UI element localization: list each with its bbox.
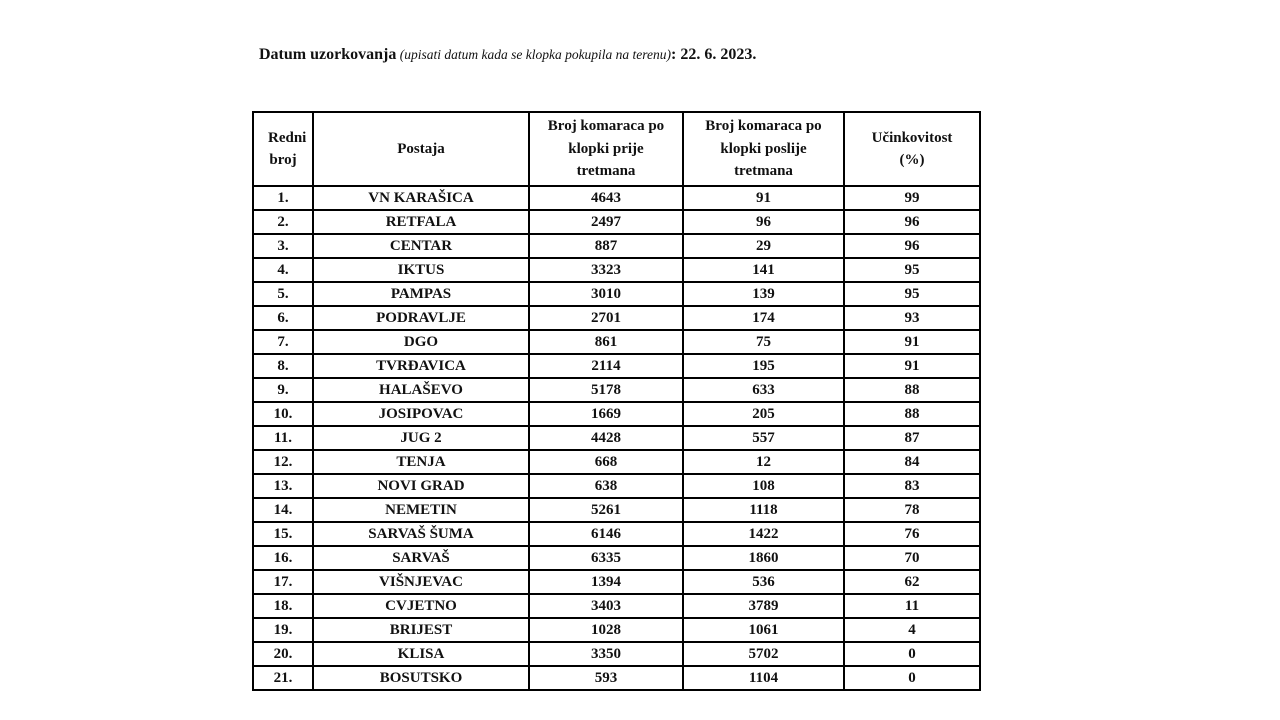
table-cell: TENJA <box>313 450 529 474</box>
table-cell: 78 <box>844 498 980 522</box>
table-cell: 1. <box>253 186 313 210</box>
table-cell: 15. <box>253 522 313 546</box>
table-cell: 96 <box>844 234 980 258</box>
table-row <box>253 402 980 426</box>
table-row <box>253 258 980 282</box>
table-cell: 108 <box>683 474 844 498</box>
table-cell: 88 <box>844 378 980 402</box>
table-cell: 2114 <box>529 354 683 378</box>
table-cell: 3323 <box>529 258 683 282</box>
table-cell: BRIJEST <box>313 618 529 642</box>
table-row <box>253 570 980 594</box>
table-cell: 0 <box>844 666 980 690</box>
column-header-postaja: Postaja <box>313 112 529 186</box>
sampling-date-heading <box>259 46 756 64</box>
table-cell: 3. <box>253 234 313 258</box>
table-cell: 70 <box>844 546 980 570</box>
table-cell: 83 <box>844 474 980 498</box>
table-cell: 0 <box>844 642 980 666</box>
table-row <box>253 618 980 642</box>
table-cell: 12. <box>253 450 313 474</box>
table-cell: 205 <box>683 402 844 426</box>
table-cell: 6335 <box>529 546 683 570</box>
column-header-broj-poslije-tretmana: Broj komaraca po klopki poslije tretmana <box>683 112 844 186</box>
column-header-broj-prije-tretmana: Broj komaraca po klopki prije tretmana <box>529 112 683 186</box>
table-cell: 99 <box>844 186 980 210</box>
table-cell: 1028 <box>529 618 683 642</box>
table-cell: 96 <box>683 210 844 234</box>
table-cell: HALAŠEVO <box>313 378 529 402</box>
table-cell: 1422 <box>683 522 844 546</box>
table-cell: SARVAŠ ŠUMA <box>313 522 529 546</box>
table-cell: 75 <box>683 330 844 354</box>
table-cell: 638 <box>529 474 683 498</box>
table-cell: CVJETNO <box>313 594 529 618</box>
table-cell: 11. <box>253 426 313 450</box>
table-row <box>253 498 980 522</box>
table-cell: 87 <box>844 426 980 450</box>
table-cell: PODRAVLJE <box>313 306 529 330</box>
table-cell: JUG 2 <box>313 426 529 450</box>
table-row <box>253 234 980 258</box>
table-row <box>253 522 980 546</box>
table-cell: 10. <box>253 402 313 426</box>
table-cell: 4428 <box>529 426 683 450</box>
table-cell: 95 <box>844 282 980 306</box>
table-row <box>253 330 980 354</box>
table-cell: 11 <box>844 594 980 618</box>
table-cell: 93 <box>844 306 980 330</box>
table-cell: 20. <box>253 642 313 666</box>
table-cell: 139 <box>683 282 844 306</box>
table-cell: 29 <box>683 234 844 258</box>
table-cell: 91 <box>844 330 980 354</box>
column-header-redni-broj: Redni broj <box>253 112 313 186</box>
table-cell: VIŠNJEVAC <box>313 570 529 594</box>
table-cell: 19. <box>253 618 313 642</box>
table-cell: 536 <box>683 570 844 594</box>
table-row <box>253 306 980 330</box>
table-cell: RETFALA <box>313 210 529 234</box>
heading-note: (upisati datum kada se klopka pokupila na terenu) <box>396 47 672 62</box>
table-row <box>253 426 980 450</box>
table-cell: 5178 <box>529 378 683 402</box>
table-cell: 84 <box>844 450 980 474</box>
table-cell: NEMETIN <box>313 498 529 522</box>
table-cell: 3403 <box>529 594 683 618</box>
table-cell: 18. <box>253 594 313 618</box>
table-cell: SARVAŠ <box>313 546 529 570</box>
mosquito-efficacy-table <box>252 111 981 691</box>
table-cell: 2497 <box>529 210 683 234</box>
table-cell: 5702 <box>683 642 844 666</box>
table-row <box>253 378 980 402</box>
table-cell: TVRĐAVICA <box>313 354 529 378</box>
table-row <box>253 474 980 498</box>
table-cell: 13. <box>253 474 313 498</box>
table-cell: 21. <box>253 666 313 690</box>
table-cell: 7. <box>253 330 313 354</box>
heading-date: 22. 6. 2023. <box>680 46 757 63</box>
table-cell: NOVI GRAD <box>313 474 529 498</box>
table-row <box>253 354 980 378</box>
table-cell: 17. <box>253 570 313 594</box>
table-cell: 62 <box>844 570 980 594</box>
table-cell: 88 <box>844 402 980 426</box>
table-row <box>253 282 980 306</box>
table-cell: 557 <box>683 426 844 450</box>
table-cell: 174 <box>683 306 844 330</box>
table-cell: 5261 <box>529 498 683 522</box>
heading-label: Datum uzorkovanja <box>259 46 397 63</box>
table-cell: 668 <box>529 450 683 474</box>
table-cell: 9. <box>253 378 313 402</box>
table-cell: 6146 <box>529 522 683 546</box>
table-cell: 887 <box>529 234 683 258</box>
table-cell: 96 <box>844 210 980 234</box>
table-row <box>253 186 980 210</box>
table-cell: 16. <box>253 546 313 570</box>
table-cell: 2. <box>253 210 313 234</box>
table-cell: 91 <box>683 186 844 210</box>
table-cell: 3789 <box>683 594 844 618</box>
table-cell: 5. <box>253 282 313 306</box>
table-cell: 141 <box>683 258 844 282</box>
table-cell: JOSIPOVAC <box>313 402 529 426</box>
table-cell: KLISA <box>313 642 529 666</box>
table-row <box>253 642 980 666</box>
table-cell: PAMPAS <box>313 282 529 306</box>
table-row <box>253 594 980 618</box>
table-cell: 1118 <box>683 498 844 522</box>
table-cell: 2701 <box>529 306 683 330</box>
table-cell: 91 <box>844 354 980 378</box>
table-cell: 3010 <box>529 282 683 306</box>
table-cell: BOSUTSKO <box>313 666 529 690</box>
table-cell: DGO <box>313 330 529 354</box>
table-cell: 6. <box>253 306 313 330</box>
table-cell: 4 <box>844 618 980 642</box>
table-cell: 1394 <box>529 570 683 594</box>
column-header-ucinkovitost: Učinkovitost (%) <box>844 112 980 186</box>
table-cell: 8. <box>253 354 313 378</box>
table-row <box>253 210 980 234</box>
table-cell: 3350 <box>529 642 683 666</box>
heading-separator: : <box>671 46 681 63</box>
table-header-row <box>253 112 980 186</box>
table-cell: CENTAR <box>313 234 529 258</box>
table-cell: 4643 <box>529 186 683 210</box>
table-row <box>253 450 980 474</box>
table-cell: 1669 <box>529 402 683 426</box>
table-cell: 195 <box>683 354 844 378</box>
table-cell: 861 <box>529 330 683 354</box>
table-cell: VN KARAŠICA <box>313 186 529 210</box>
table-cell: 1061 <box>683 618 844 642</box>
table-cell: 12 <box>683 450 844 474</box>
table-cell: IKTUS <box>313 258 529 282</box>
table-row <box>253 546 980 570</box>
table-cell: 1104 <box>683 666 844 690</box>
table-cell: 4. <box>253 258 313 282</box>
table-cell: 1860 <box>683 546 844 570</box>
table-cell: 633 <box>683 378 844 402</box>
table-cell: 95 <box>844 258 980 282</box>
table-cell: 593 <box>529 666 683 690</box>
table-cell: 76 <box>844 522 980 546</box>
table-cell: 14. <box>253 498 313 522</box>
table-row <box>253 666 980 690</box>
table-body <box>253 186 980 690</box>
